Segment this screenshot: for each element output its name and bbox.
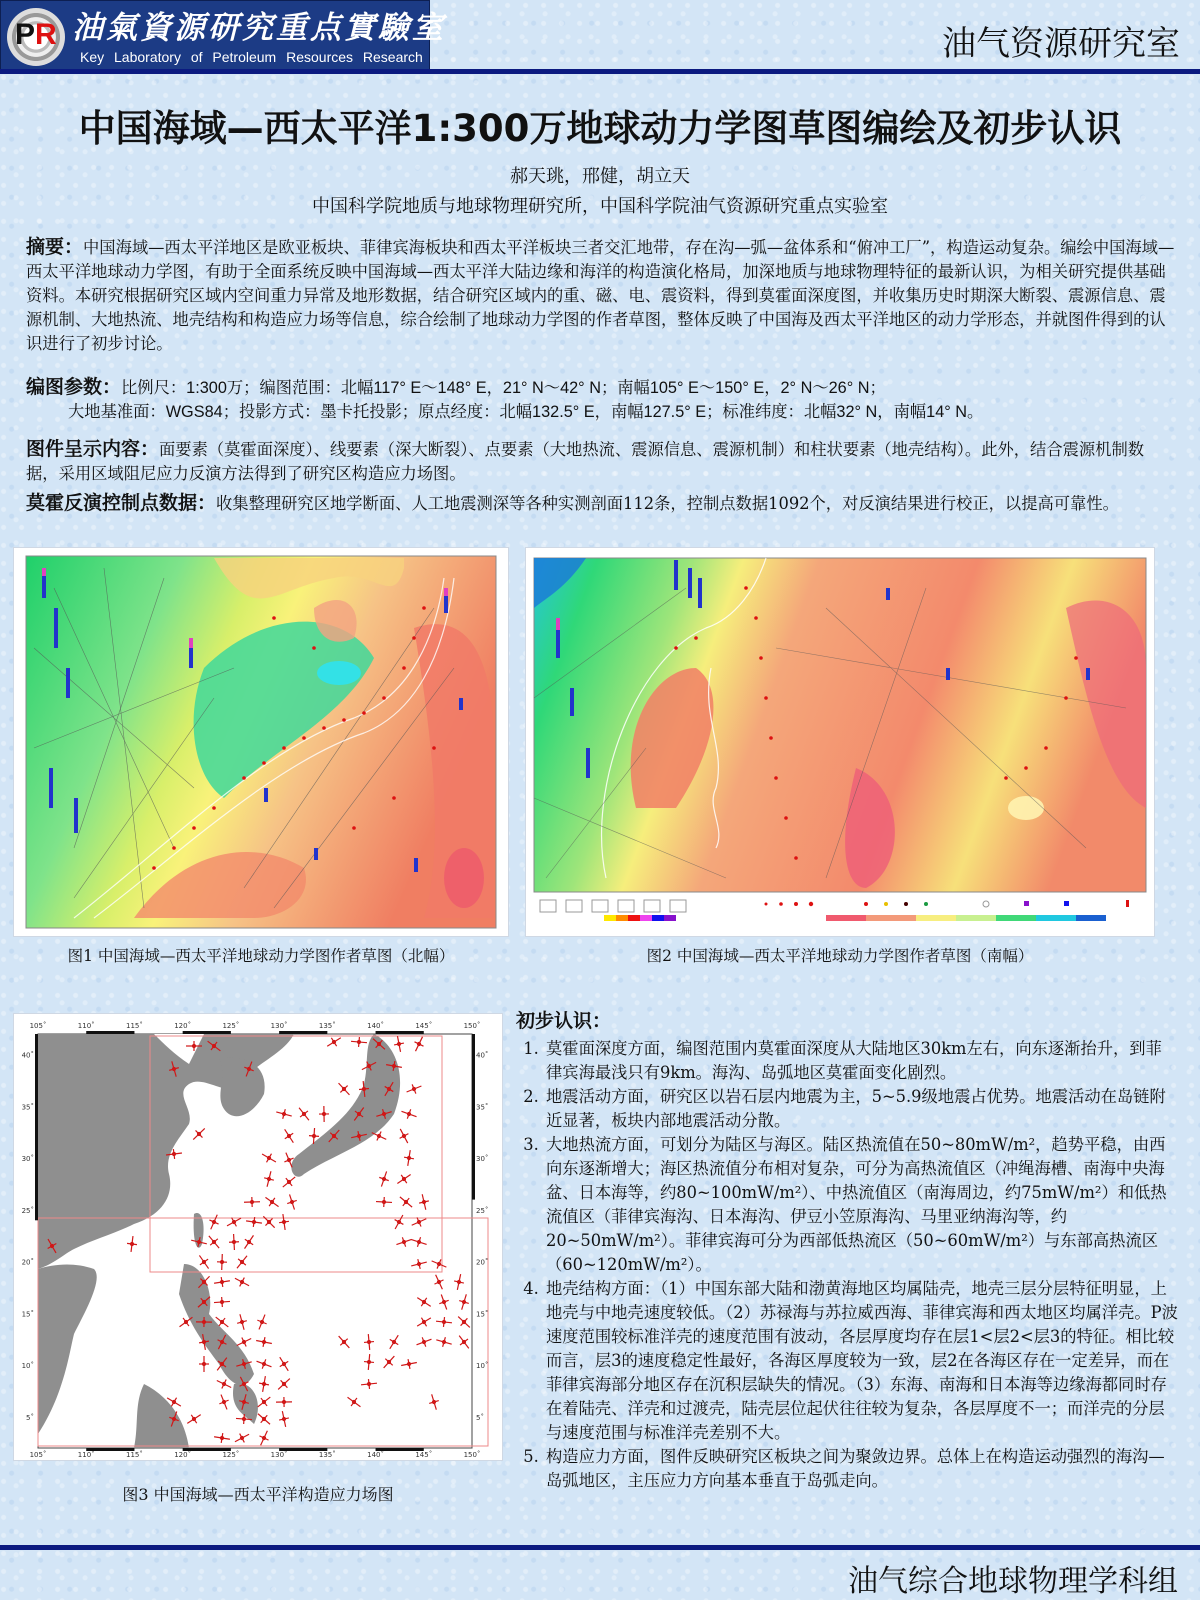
scale-bar-segment — [183, 1031, 231, 1034]
latitude-ticks-right — [472, 1034, 488, 1422]
control-points-section — [26, 488, 1176, 516]
map-content-section — [26, 434, 1176, 486]
moho-depth-scale — [826, 915, 1106, 921]
lat-tick-label: 35˚ — [476, 1103, 489, 1112]
finding-item: 3. 大地热流方面，可划分为陆区与海区。陆区热流值在50~80mW/m²，趋势平稳，由西向东逐渐增大；海区热流值分布相对复杂，可分为高热流值区（冲绳海槽、南海中央海盆、日本海等，约80~100mW/m²）、中热流值区（南海周边，约75mW/m²）和低热流值区（菲律宾海沟、日本海沟、伊豆小笠原海沟、马里亚纳海沟等，约20~50mW/m²）。菲律宾海可分为西部低热流区（50~60mW/m²）与东部高热流区（60~120mW/m²）。 — [544, 1133, 1178, 1277]
lon-tick-label: 135˚ — [318, 1451, 336, 1459]
mapping-params-section — [26, 372, 1176, 424]
scale-bar-segment — [279, 1031, 327, 1034]
params-line-1: 比例尺：1:300万；编图范围：北幅117° E～148° E，21° N～42° N；南幅105° E～150° E，2° N～26° N； — [121, 379, 886, 397]
lon-tick-label: 115˚ — [126, 1022, 143, 1030]
scale-bar-segment — [376, 1031, 424, 1034]
lat-tick-label: 40˚ — [21, 1051, 34, 1060]
finding-item: 1. 莫霍面深度方面，编图范围内莫霍面深度从大陆地区30km左右，向东逐渐抬升，到菲律宾海最浅只有9km。海沟、岛弧地区莫霍面变化剧烈。 — [544, 1037, 1178, 1085]
logo-letter-r: R — [35, 18, 57, 51]
lat-tick-label: 35˚ — [21, 1103, 34, 1112]
longitude-ticks-bottom — [30, 1448, 481, 1459]
moho-depth-map-south — [526, 548, 1154, 936]
lat-tick-label: 20˚ — [21, 1258, 34, 1267]
lon-tick-label: 120˚ — [174, 1451, 192, 1459]
footer-divider — [0, 1545, 1200, 1550]
lat-tick-label: 40˚ — [476, 1051, 489, 1060]
lon-tick-label: 110˚ — [77, 1022, 95, 1030]
lat-tick-label: 15˚ — [21, 1310, 34, 1319]
poster-title: 中国海域—西太平洋1:300万地球动力学图草图编绘及初步认识 — [78, 107, 1122, 150]
moho-min-contour — [317, 661, 361, 685]
department-name: 油气资源研究室 — [942, 24, 1180, 64]
lon-tick-label: 150˚ — [463, 1022, 481, 1030]
lon-tick-label: 135˚ — [318, 1022, 336, 1030]
figure-2-caption: 图2 中国海域—西太平洋地球动力学图作者草图（南幅） — [646, 947, 1034, 965]
findings-heading: 初步认识： — [516, 1010, 612, 1032]
map-frame — [534, 558, 1146, 892]
preliminary-findings — [516, 1006, 1178, 1493]
lon-tick-label: 125˚ — [222, 1451, 240, 1459]
lon-tick-label: 110˚ — [77, 1451, 95, 1459]
findings-list — [516, 1037, 1178, 1493]
latitude-ticks-left — [22, 1034, 38, 1422]
content-text: 面要素（莫霍面深度）、线要素（深大断裂）、点要素（大地热流、震源信息、震源机制）和柱状要素（地壳结构）。此外，结合震源机制数据，采用区域阻尼应力反演方法得到了研究区构造应力场图。 — [26, 440, 1145, 483]
lon-tick-label: 105˚ — [29, 1022, 47, 1030]
lon-tick-label: 145˚ — [415, 1022, 433, 1030]
logo-english-name: Key Laboratory of Petroleum Resources Research — [80, 49, 423, 65]
lon-tick-label: 145˚ — [415, 1451, 433, 1459]
finding-item: 4. 地壳结构方面：（1）中国东部大陆和渤黄海地区均属陆壳，地壳三层分层特征明显，上地壳与中地壳速度较低。（2）苏禄海与苏拉威西海、菲律宾海和西太地区均属洋壳。P波速度范围较标准洋壳的速度范围有波动，各层厚度均存在层1<层2<层3的特征。相比较而言，层3的速度稳定性最好，各海区厚度较为一致，层2在各海区存在一定差异，而在菲律宾海部分地区存在沉积层缺失的情况。（3）东海、南海和日本海等边缘海都同时存在着陆壳、洋壳和过渡壳，陆壳层位起伏往往较为复杂，各层厚度不一；而洋壳的分层与速度范围与标准洋壳差别不大。 — [544, 1277, 1178, 1445]
lon-tick-label: 150˚ — [463, 1451, 481, 1459]
lat-tick-label: 20˚ — [476, 1258, 489, 1267]
lon-tick-label: 140˚ — [367, 1451, 384, 1459]
params-label: 编图参数： — [26, 376, 122, 398]
moho-depth-map-north — [14, 548, 508, 936]
lon-tick-label: 130˚ — [270, 1451, 288, 1459]
lon-tick-label: 130˚ — [270, 1022, 288, 1030]
lon-tick-label: 120˚ — [174, 1022, 192, 1030]
control-label: 莫霍反演控制点数据： — [26, 492, 217, 514]
lat-tick-label: 10˚ — [476, 1362, 489, 1371]
lat-tick-label: 30˚ — [476, 1155, 489, 1164]
lat-tick-label: 5˚ — [26, 1413, 34, 1422]
content-label: 图件呈示内容： — [26, 438, 160, 460]
abstract-section — [26, 232, 1176, 356]
lon-tick-label: 125˚ — [222, 1022, 240, 1030]
abstract-text: 中国海域—西太平洋地区是欧亚板块、菲律宾海板块和西太平洋板块三者交汇地带，存在沟—弧—盆体系和“俯冲工厂”，构造运动复杂。编绘中国海域—西太平洋地球动力学图，有助于全面系统反映中国海域—西太平洋大陆边缘和海洋的构造演化格局，加深地质与地球物理特征的最新认识，为相关研究提供基础资料。本研究根据研究区域内空间重力异常及地形数据，结合研究区域内的重、磁、电、震资料，得到莫霍面深度图，并收集历史时期深大断裂、震源信息、震源机制、大地热流、地壳结构和构造应力场等信息，综合绘制了地球动力学图的作者草图，整体反映了中国海及西太平洋地区的动力学形态，并就图件得到的认识进行了初步讨论。 — [26, 238, 1175, 353]
lon-tick-label: 115˚ — [126, 1451, 143, 1459]
logo-letter-p: P — [15, 18, 34, 51]
figure-3-caption: 图3 中国海域—西太平洋构造应力场图 — [122, 1485, 394, 1504]
lat-tick-label: 30˚ — [21, 1155, 34, 1164]
params-line-2: 大地基准面：WGS84；投影方式：墨卡托投影；原点经度：北幅132.5° E，南幅127.5° E；标准纬度：北幅32° N，南幅14° N。 — [68, 403, 984, 421]
header-divider — [0, 69, 1200, 74]
longitude-ticks-top — [30, 1022, 481, 1034]
authors: 郝天珧，邢健，胡立天 — [510, 166, 690, 187]
scale-bar-segment — [472, 1034, 475, 1200]
control-text: 收集整理研究区地学断面、人工地震测深等各种实测剖面112条，控制点数据1092个，对反演结果进行校正，以提高可靠性。 — [216, 494, 1119, 513]
lon-tick-label: 140˚ — [367, 1022, 384, 1030]
logo-chinese-name: 油氣資源研究重点實驗室 — [72, 10, 446, 46]
finding-item: 5. 构造应力方面，图件反映研究区板块之间为聚敛边界。总体上在构造运动强烈的海沟—岛弧地区，主压应力方向基本垂直于岛弧走向。 — [544, 1445, 1178, 1493]
abstract-label: 摘要： — [26, 236, 84, 258]
scale-bar-segment — [35, 1034, 38, 1220]
finding-item: 2. 地震活动方面，研究区以岩石层内地震为主，5~5.9级地震占优势。地震活动在岛链附近显著，板块内部地震活动分散。 — [544, 1085, 1178, 1133]
scale-bar-segment — [86, 1031, 134, 1034]
lat-tick-label: 15˚ — [476, 1310, 489, 1319]
tectonic-stress-field-map — [14, 1014, 502, 1460]
figure-1-north-map — [14, 548, 508, 936]
affiliation: 中国科学院地质与地球物理研究所，中国科学院油气资源研究重点实验室 — [312, 196, 888, 217]
research-group-name: 油气综合地球物理学科组 — [848, 1564, 1178, 1599]
map-legend — [534, 896, 1146, 934]
lon-tick-label: 105˚ — [29, 1451, 47, 1459]
figure-2-south-map — [526, 548, 1154, 936]
lat-tick-label: 5˚ — [476, 1413, 484, 1422]
lat-tick-label: 10˚ — [21, 1362, 34, 1371]
figure-3-stress-map — [14, 1014, 502, 1460]
heat-flow-scale — [604, 915, 676, 921]
lat-tick-label: 25˚ — [21, 1206, 34, 1215]
figure-1-caption: 图1 中国海域—西太平洋地球动力学图作者草图（北幅） — [67, 947, 455, 965]
lat-tick-label: 25˚ — [476, 1206, 489, 1215]
